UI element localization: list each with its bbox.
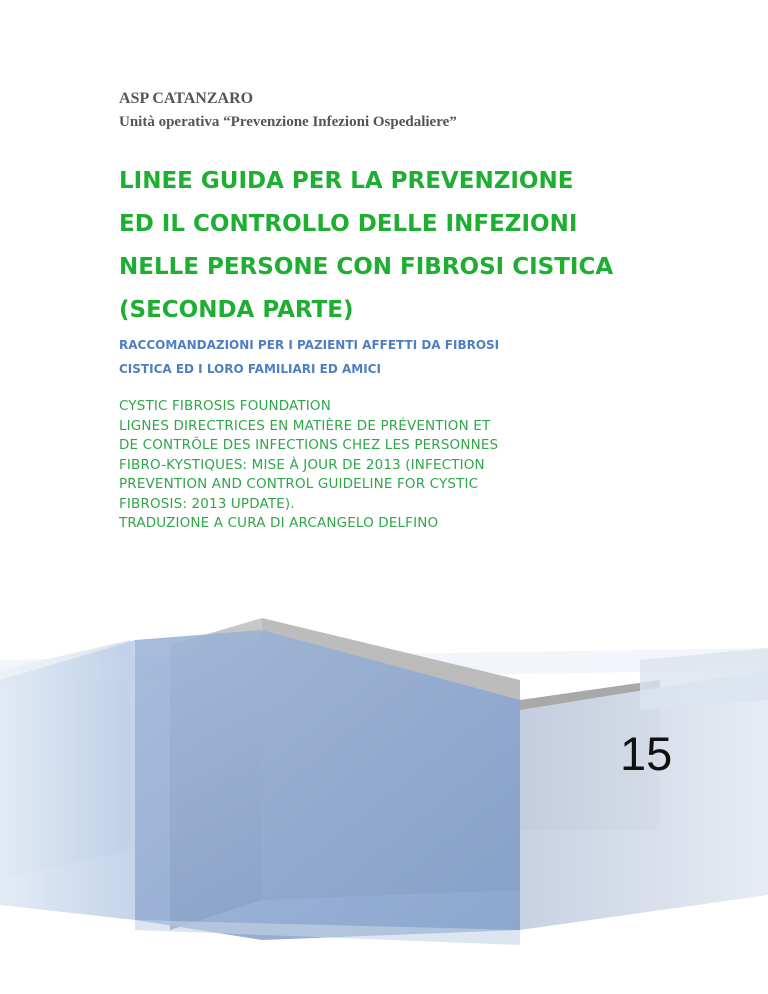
decor-blue-left (0, 640, 135, 920)
subtitle-line: CISTICA ED I LORO FAMILIARI ED AMICI (119, 362, 381, 376)
title-line: LINEE GUIDA PER LA PREVENZIONE (119, 168, 574, 194)
credits-line: LIGNES DIRECTRICES EN MATIÈRE DE PRÉVENTION ET (119, 417, 491, 434)
document-subtitle (119, 333, 719, 381)
credits-line: DE CONTRÔLE DES INFECTIONS CHEZ LES PERSONNES (119, 437, 499, 453)
title-line: (SECONDA PARTE) (119, 297, 354, 323)
credits-line: CYSTIC FIBROSIS FOUNDATION (119, 398, 331, 414)
title-line: ED IL CONTROLLO DELLE INFEZIONI (119, 211, 578, 237)
credits-line: FIBRO-KYSTIQUES: MISE À JOUR DE 2013 (INFECTION (119, 456, 485, 473)
page-number: 15 (620, 727, 673, 780)
subtitle-line: RACCOMANDAZIONI PER I PAZIENTI AFFETTI DA FIBROSI (119, 338, 500, 352)
credits-line: TRADUZIONE A CURA DI ARCANGELO DELFINO (119, 515, 439, 531)
credits-line: PREVENTION AND CONTROL GUIDELINE FOR CYSTIC (119, 476, 479, 492)
cover-decoration (0, 600, 768, 994)
organization-unit: Unità operativa “Prevenzione Infezioni Ospedaliere” (119, 114, 457, 130)
credits-block (119, 397, 719, 534)
document-title (119, 160, 719, 332)
credits-line: FIBROSIS: 2013 UPDATE). (119, 495, 295, 512)
organization-name: ASP CATANZARO (119, 90, 254, 107)
title-line: NELLE PERSONE CON FIBROSI CISTICA (119, 254, 614, 280)
